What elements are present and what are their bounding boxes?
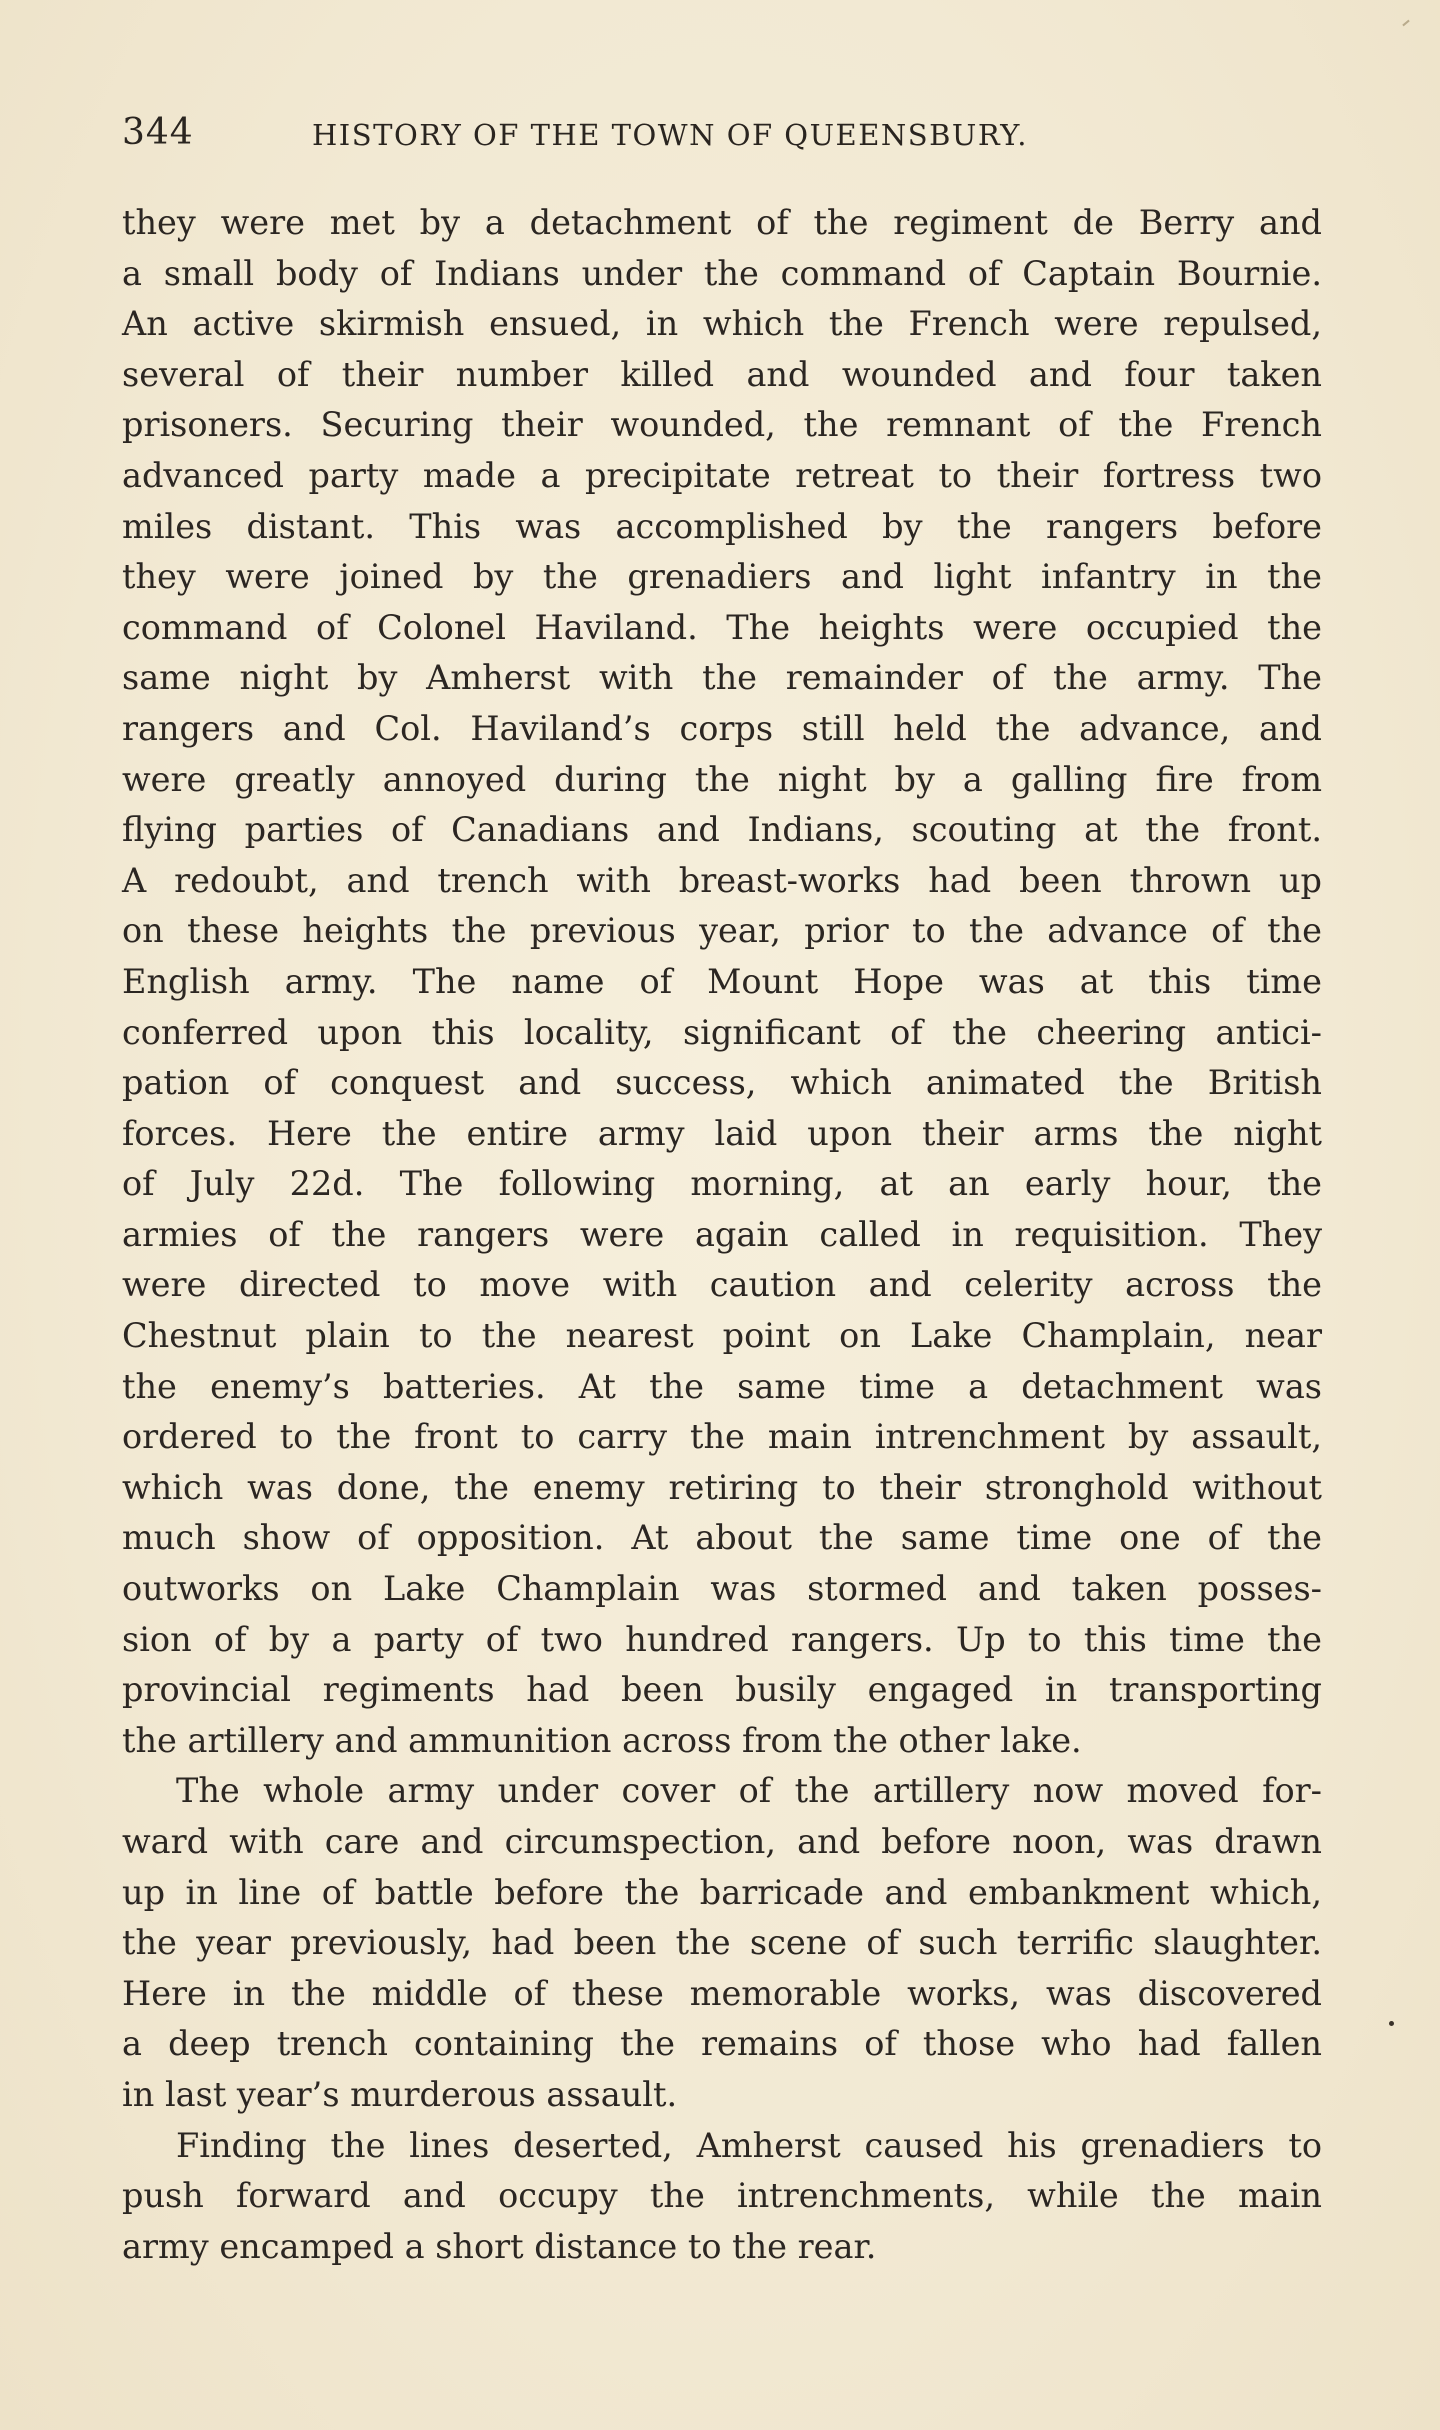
- text-line: they were met by a detachment of the regiment de Berry and: [122, 203, 1322, 242]
- text-line: were greatly annoyed during the night by a galling fire from: [122, 759, 1322, 799]
- text-line: prisoners. Securing their wounded, the remnant of the French: [122, 405, 1322, 445]
- text-line: An active skirmish ensued, in which the French were repulsed,: [122, 304, 1322, 344]
- paragraph: [122, 1766, 1322, 2120]
- text-line: The whole army under cover of the artillery now moved for-: [176, 1771, 1322, 1811]
- text-line: several of their number killed and wounded and four taken: [122, 354, 1322, 394]
- text-line: ward with care and circumspection, and before noon, was drawn: [122, 1822, 1322, 1861]
- text-line: same night by Amherst with the remainder of the army. The: [122, 658, 1322, 698]
- body-text: [122, 198, 1322, 2272]
- text-line: the year previously, had been the scene of such terrific slaughter.: [122, 1923, 1322, 1963]
- text-line: Here in the middle of these memorable works, was discovered: [122, 1973, 1322, 2013]
- text-line: ordered to the front to carry the main intrenchment by assault,: [122, 1417, 1322, 1457]
- text-line: A redoubt, and trench with breast-works had been thrown up: [122, 860, 1322, 900]
- text-line: sion of by a party of two hundred rangers. Up to this time the: [122, 1619, 1322, 1659]
- page-header: [122, 112, 1122, 168]
- page-number: 344: [122, 112, 194, 153]
- text-line: rangers and Col. Haviland’s corps still held the advance, and: [122, 708, 1322, 748]
- text-line: provincial regiments had been busily engaged in transporting: [122, 1670, 1322, 1710]
- text-line: which was done, the enemy retiring to their stronghold without: [122, 1467, 1322, 1507]
- text-line: command of Colonel Haviland. The heights were occupied the: [122, 607, 1322, 647]
- text-line: conferred upon this locality, significant of the cheering antici-: [122, 1012, 1322, 1052]
- text-line: up in line of battle before the barricade and embankment which,: [122, 1872, 1322, 1912]
- text-line: the enemy’s batteries. At the same time a detachment was: [122, 1366, 1322, 1406]
- text-line: the artillery and ammunition across from the other lake.: [122, 1720, 1082, 1760]
- text-line: advanced party made a precipitate retreat to their fortress two: [122, 455, 1322, 495]
- text-line: outworks on Lake Champlain was stormed and taken posses-: [122, 1569, 1322, 1609]
- text-line: a small body of Indians under the command of Captain Bournie.: [122, 253, 1322, 293]
- text-line: on these heights the previous year, prior to the advance of the: [122, 911, 1322, 951]
- text-line: Finding the lines deserted, Amherst caused his grenadiers to: [176, 2125, 1322, 2165]
- paragraph: [122, 198, 1322, 1766]
- text-line: Chestnut plain to the nearest point on Lake Champlain, near: [122, 1316, 1322, 1356]
- speck-mark: [1389, 2021, 1394, 2026]
- text-line: much show of opposition. At about the same time one of the: [122, 1518, 1322, 1558]
- paragraph: [122, 2121, 1322, 2273]
- text-line: army encamped a short distance to the rear.: [122, 2226, 877, 2266]
- text-line: a deep trench containing the remains of those who had fallen: [122, 2024, 1322, 2064]
- corner-mark: [1402, 20, 1409, 27]
- text-line: English army. The name of Mount Hope was at this time: [122, 961, 1322, 1001]
- text-line: push forward and occupy the intrenchments, while the main: [122, 2176, 1322, 2216]
- text-line: pation of conquest and success, which animated the British: [122, 1063, 1322, 1103]
- text-line: miles distant. This was accomplished by the rangers before: [122, 506, 1322, 546]
- running-title: HISTORY OF THE TOWN OF QUEENSBURY.: [312, 118, 1028, 152]
- text-line: were directed to move with caution and celerity across the: [122, 1265, 1322, 1305]
- text-line: they were joined by the grenadiers and light infantry in the: [122, 557, 1322, 597]
- text-line: flying parties of Canadians and Indians, scouting at the front.: [122, 810, 1322, 850]
- text-line: forces. Here the entire army laid upon their arms the night: [122, 1113, 1322, 1153]
- text-line: of July 22d. The following morning, at an early hour, the: [122, 1164, 1322, 1204]
- text-line: in last year’s murderous assault.: [122, 2074, 678, 2114]
- text-line: armies of the rangers were again called in requisition. They: [122, 1214, 1322, 1254]
